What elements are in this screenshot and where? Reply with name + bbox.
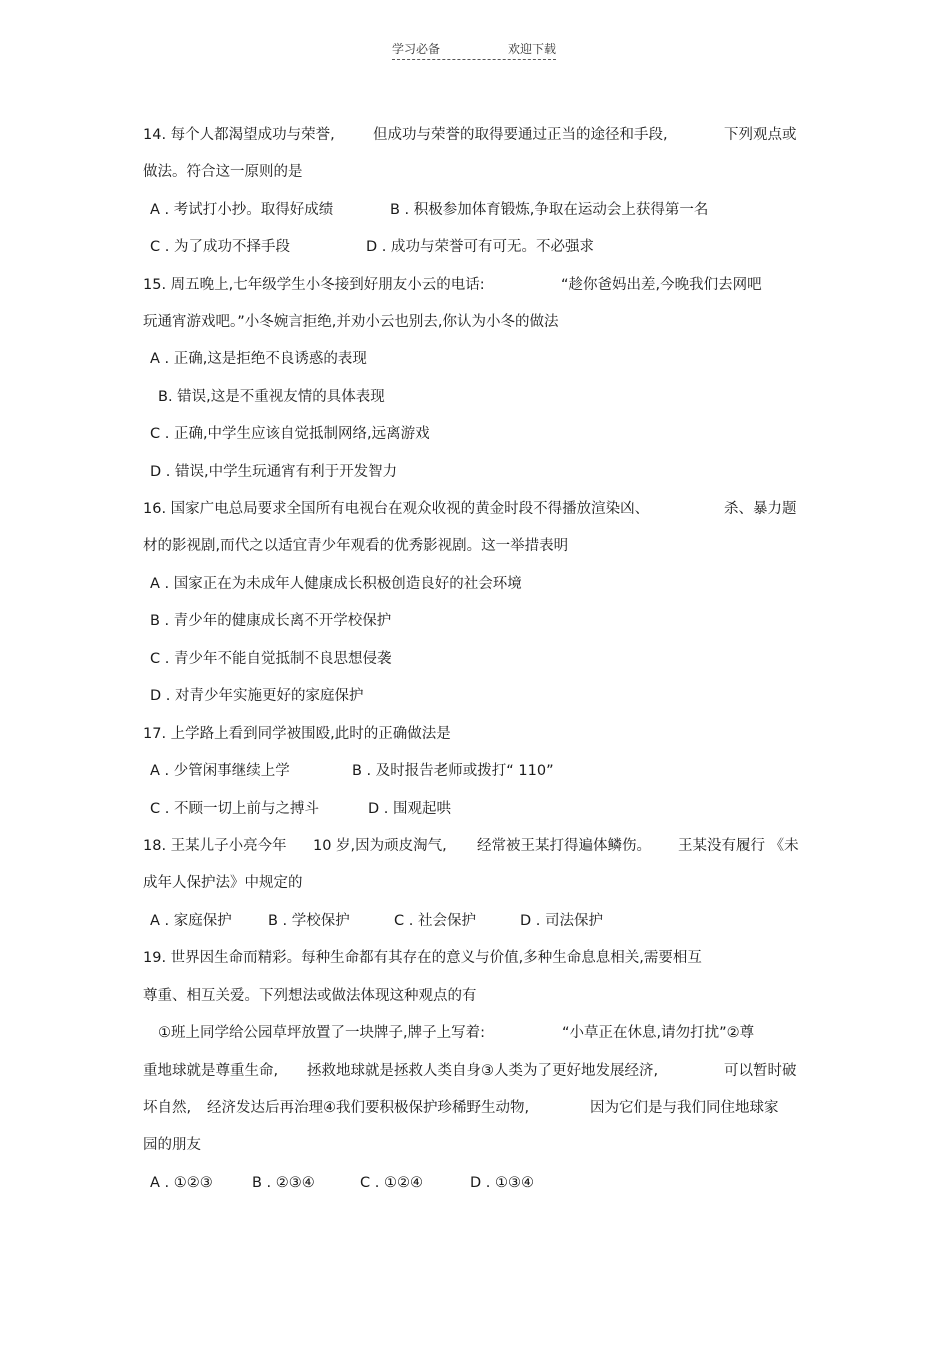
q18-stem-line2: 成年人保护法》中规定的 [143,875,303,891]
q17-option-a: A . 少管闲事继续上学 [150,763,290,779]
q16-option-c: C . 青少年不能自觉抵制不良思想侵袭 [150,651,392,667]
q14-stem-part1: 14. 每个人都渴望成功与荣誉, [143,127,335,143]
q15-option-b: B. 错误,这是不重视友情的具体表现 [158,389,385,405]
q15-option-a: A . 正确,这是拒绝不良诱惑的表现 [150,351,367,367]
q15-option-d: D . 错误,中学生玩通宵有利于开发智力 [150,464,398,480]
q18-option-b: B . 学校保护 [268,913,350,929]
q16-stem-line2: 材的影视剧,而代之以适宜青少年观看的优秀影视剧。这一举措表明 [143,538,569,554]
q18-option-a: A . 家庭保护 [150,913,232,929]
q19-stem-line5-part2: 经济发达后再治理④我们要积极保护珍稀野生动物, [207,1100,530,1116]
q14-stem-line2: 做法。符合这一原则的是 [143,164,303,180]
q17-stem-line1: 17. 上学路上看到同学被围殴,此时的正确做法是 [143,726,451,742]
q19-stem-line4-part2: 拯救地球就是拯救人类自身③人类为了更好地发展经济, [307,1063,659,1079]
q18-option-c: C . 社会保护 [394,913,476,929]
q19-option-a: A . ①②③ [150,1175,213,1191]
header-left-text: 学习必备 [392,42,441,56]
q14-stem-part3: 下列观点或 [724,127,797,143]
q15-stem-part1: 15. 周五晚上,七年级学生小冬接到好朋友小云的电话: [143,277,485,293]
q16-stem-part1: 16. 国家广电总局要求全国所有电视台在观众收视的黄金时段不得播放渲染凶、 [143,501,650,517]
q19-option-c: C . ①②④ [360,1175,423,1191]
q19-stem-line3-part1: ①班上同学给公园草坪放置了一块牌子,牌子上写着: [158,1025,485,1041]
q18-option-d: D . 司法保护 [520,913,603,929]
q16-option-a: A . 国家正在为未成年人健康成长积极创造良好的社会环境 [150,576,522,592]
page-header [392,40,556,60]
q17-option-c: C . 不顾一切上前与之搏斗 [150,801,319,817]
q19-stem-line4-part3: 可以暂时破 [724,1063,797,1079]
q18-stem-part2: 10 岁,因为顽皮淘气, [313,838,447,854]
q15-stem-line2: 玩通宵游戏吧。”小冬婉言拒绝,并劝小云也别去,你认为小冬的做法 [143,314,559,330]
q16-option-d: D . 对青少年实施更好的家庭保护 [150,688,364,704]
q16-stem-part2: 杀、暴力题 [724,501,797,517]
q19-stem-line4-part1: 重地球就是尊重生命, [143,1063,279,1079]
q19-option-b: B . ②③④ [252,1175,315,1191]
q19-stem-line6: 园的朋友 [143,1137,201,1153]
q14-option-a: A . 考试打小抄。取得好成绩 [150,202,334,218]
q17-option-b: B . 及时报告老师或拨打“ 110” [352,763,554,779]
q14-stem-part2: 但成功与荣誉的取得要通过正当的途径和手段, [373,127,668,143]
q19-stem-line5-part1: 坏自然, [143,1100,192,1116]
q17-option-d: D . 围观起哄 [368,801,451,817]
q19-stem-line2: 尊重、相互关爱。下列想法或做法体现这种观点的有 [143,988,477,1004]
q14-option-c: C . 为了成功不择手段 [150,239,290,255]
q19-option-d: D . ①③④ [470,1175,534,1191]
q19-stem-line5-part3: 因为它们是与我们同住地球家 [590,1100,779,1116]
q14-option-d: D . 成功与荣誉可有可无。不必强求 [366,239,594,255]
q18-stem-part1: 18. 王某儿子小亮今年 [143,838,287,854]
q15-option-c: C . 正确,中学生应该自觉抵制网络,远离游戏 [150,426,430,442]
q19-stem-line1: 19. 世界因生命而精彩。每种生命都有其存在的意义与价值,多种生命息息相关,需要相互 [143,950,702,966]
q19-stem-line3-part2: “小草正在休息,请勿打扰”②尊 [562,1025,755,1041]
q15-stem-part2: “趁你爸妈出差,今晚我们去网吧 [561,277,762,293]
q16-option-b: B . 青少年的健康成长离不开学校保护 [150,613,392,629]
q14-option-b: B . 积极参加体育锻炼,争取在运动会上获得第一名 [390,202,709,218]
q18-stem-part4: 王某没有履行 《未 [678,838,799,854]
q18-stem-part3: 经常被王某打得遍体鳞伤。 [477,838,651,854]
header-right-text: 欢迎下载 [507,42,556,56]
